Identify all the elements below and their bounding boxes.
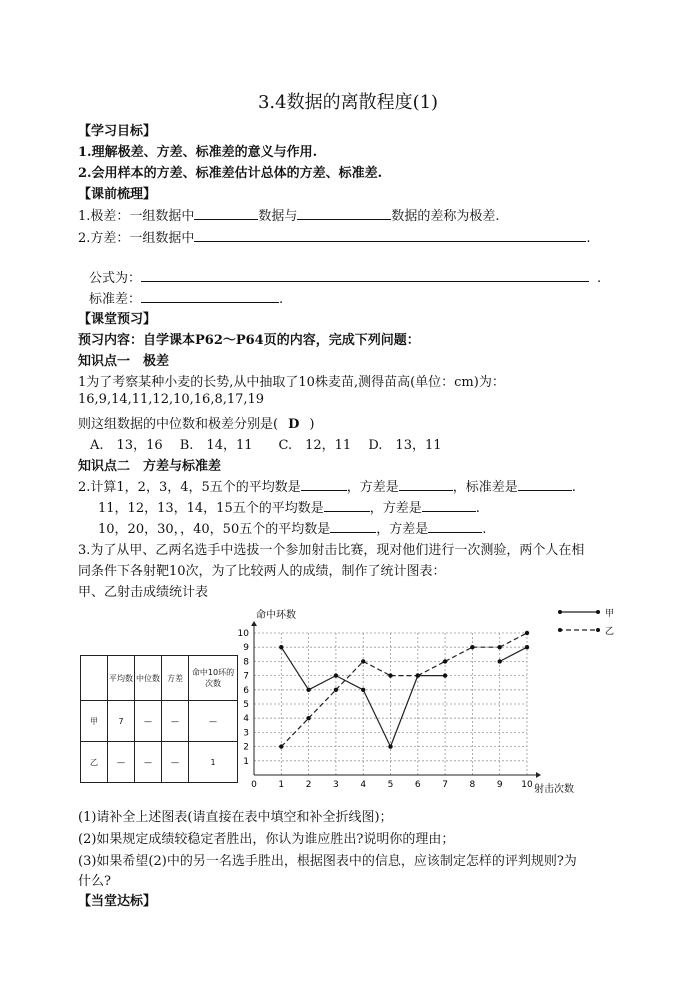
- range-text-c: 数据的差称为极差.: [391, 209, 500, 224]
- series-jia-point: [361, 688, 365, 692]
- legend-marker-jia: [596, 610, 600, 614]
- range-blank-1[interactable]: [194, 207, 258, 220]
- chart-legend: [558, 608, 614, 637]
- q2-l3-b: ，方差是: [376, 522, 429, 537]
- table-header-median: 中位数: [135, 656, 162, 701]
- series-jia-segment: [309, 676, 336, 690]
- q2-blank-mean-3[interactable]: [330, 520, 376, 533]
- section-preview: 【课堂预习】: [78, 312, 157, 327]
- table-header-tens: 命中10环的次数: [189, 656, 238, 701]
- question-2-line-1: [78, 476, 576, 495]
- figure-caption: 甲、乙射击成绩统计表: [78, 585, 209, 600]
- variance-blank[interactable]: [194, 229, 586, 242]
- y-tick-label: 8: [243, 657, 249, 668]
- cell-jia-mean[interactable]: 7: [108, 701, 135, 742]
- range-text-a: 1.极差：一组数据中: [78, 209, 195, 224]
- x-tick-label: 7: [442, 780, 448, 790]
- x-tick-label: 2: [305, 780, 312, 790]
- table-header-variance: 方差: [162, 656, 189, 701]
- std-blank[interactable]: [141, 290, 279, 303]
- x-tick-label: 4: [360, 780, 367, 790]
- series-yi-segment: [281, 718, 308, 746]
- q1-close: ): [309, 417, 315, 432]
- cell-yi-mean[interactable]: —: [108, 742, 135, 783]
- cell-yi-median[interactable]: —: [135, 742, 162, 783]
- y-tick-label: 7: [243, 671, 249, 682]
- series-jia-point: [334, 673, 338, 677]
- goal-2: 2.会用样本的方差、标准差估计总体的方差、标准差.: [78, 166, 383, 181]
- q1-answer: D: [288, 417, 300, 432]
- question-3-a: 3.为了从甲、乙两名选手中选拔一个参加射击比赛，现对他们进行一次测验，两个人在相: [78, 543, 585, 558]
- series-yi-point: [443, 659, 447, 663]
- cell-yi-tens[interactable]: 1: [189, 742, 238, 783]
- series-jia-segment: [281, 647, 308, 690]
- review-std: [89, 288, 283, 307]
- x-tick-label: 3: [333, 780, 339, 790]
- q2-l1-b: ，方差是: [346, 480, 399, 495]
- preview-content: 预习内容：自学课本P62～P64页的内容，完成下列问题：: [78, 333, 420, 348]
- review-formula: [89, 267, 601, 286]
- q2-blank-var-2[interactable]: [422, 499, 476, 512]
- legend-marker-jia: [558, 610, 562, 614]
- formula-label: 公式为：: [89, 271, 142, 286]
- formula-period: .: [597, 271, 602, 286]
- series-yi-point: [498, 645, 502, 649]
- section-goals: 【学习目标】: [78, 124, 157, 139]
- q2-l1-c: ，标准差是: [452, 480, 518, 495]
- cell-jia-variance[interactable]: —: [162, 701, 189, 742]
- formula-blank[interactable]: [141, 269, 589, 282]
- review-variance: [78, 227, 591, 246]
- std-period: .: [279, 292, 284, 307]
- x-tick-label: 0: [251, 780, 257, 790]
- series-yi-point: [525, 631, 529, 635]
- series-yi-segment: [445, 647, 472, 661]
- legend-marker-yi: [558, 628, 562, 632]
- sub-question-2: (2)如果规定成绩较稳定者胜出，你认为谁应胜出?说明你的理由；: [78, 832, 455, 847]
- series-jia-point: [498, 659, 502, 663]
- series-jia-point: [525, 645, 529, 649]
- table-row: [81, 742, 238, 783]
- y-tick-label: 2: [243, 742, 249, 753]
- legend-label-jia: 甲: [605, 609, 615, 619]
- question-3-b: 同条件下各射靶10次，为了比较两人的成绩，制作了统计图表：: [78, 564, 446, 579]
- x-tick-label: 5: [387, 780, 394, 790]
- y-axis-arrow: [251, 621, 257, 626]
- series-yi-point: [416, 673, 420, 677]
- q2-blank-mean-2[interactable]: [324, 499, 370, 512]
- shooting-line-chart: [236, 604, 636, 800]
- q2-blank-mean-1[interactable]: [301, 478, 347, 491]
- series-yi-segment: [363, 661, 390, 675]
- sub-question-3-a: (3)如果希望(2)中的另一名选手胜出，根据图表中的信息，应该制定怎样的评判规则?为: [78, 854, 577, 869]
- q2-l1-a: 2.计算1，2，3，4，5五个的平均数是: [78, 480, 301, 495]
- table-row: [81, 701, 238, 742]
- series-jia-point: [279, 645, 283, 649]
- q2-l2-a: 11，12，13，14，15五个的平均数是: [98, 501, 324, 516]
- table-header-corner: [81, 656, 108, 701]
- x-tick-label: 1: [278, 780, 285, 790]
- q1-ask-text: 则这组数据的中位数和极差分别是(: [78, 417, 279, 432]
- question-2-line-2: [98, 497, 480, 516]
- series-jia-segment: [500, 647, 527, 661]
- cell-jia-median[interactable]: —: [135, 701, 162, 742]
- q2-l3-a: 10，20，30，，40，50五个的平均数是: [98, 522, 331, 537]
- series-jia-point: [443, 673, 447, 677]
- question-2-line-3: [98, 518, 486, 537]
- series-yi-segment: [418, 661, 445, 675]
- series-yi-point: [306, 716, 310, 720]
- series-yi-point: [279, 744, 283, 748]
- cell-yi-variance[interactable]: —: [162, 742, 189, 783]
- y-tick-label: 10: [237, 629, 249, 639]
- sub-question-1: (1)请补全上述图表(请直接在表中填空和补全折线图)；: [78, 810, 393, 825]
- series-jia-segment: [336, 676, 363, 690]
- x-axis-label: 射击次数: [534, 784, 574, 795]
- knowledge-point-2: 知识点二 方差与标准差: [78, 459, 222, 474]
- variance-text: 2.方差：一组数据中: [78, 231, 195, 246]
- question-1: 1为了考察某种小麦的长势,从中抽取了10株麦苗,测得苗高(单位：cm)为：: [78, 375, 505, 390]
- goal-1: 1.理解极差、方差、标准差的意义与作用.: [78, 145, 318, 160]
- knowledge-point-1: 知识点一 极差: [78, 354, 170, 369]
- series-yi-segment: [500, 633, 527, 647]
- y-tick-label: 6: [243, 685, 249, 696]
- chart-axes: [251, 621, 541, 778]
- legend-label-yi: 乙: [605, 627, 615, 637]
- q2-blank-var-3[interactable]: [428, 520, 482, 533]
- x-axis-arrow: [536, 772, 541, 778]
- q2-l3-c: .: [482, 522, 487, 537]
- series-jia-point: [306, 688, 310, 692]
- q2-l1-d: .: [571, 480, 576, 495]
- series-yi-point: [388, 673, 392, 677]
- section-review: 【课前梳理】: [78, 187, 157, 202]
- row-name-yi: 乙: [81, 742, 108, 783]
- variance-period: .: [586, 231, 591, 246]
- table-header-mean: 平均数: [108, 656, 135, 701]
- series-yi-point: [361, 659, 365, 663]
- cell-jia-tens[interactable]: —: [189, 701, 238, 742]
- legend-marker-yi: [596, 628, 600, 632]
- q2-l2-c: .: [475, 501, 480, 516]
- section-target: 【当堂达标】: [78, 894, 157, 909]
- y-tick-label: 9: [243, 643, 249, 654]
- chart-grid: [254, 633, 527, 775]
- series-yi-point: [334, 688, 338, 692]
- sub-question-3-b: 什么?: [78, 874, 111, 889]
- question-1-options: A. 13，16 B. 14，11 C. 12，11 D. 13，11: [90, 438, 442, 453]
- page-title: 3.4数据的离散程度(1): [257, 92, 439, 113]
- chart-ticks: [238, 629, 533, 790]
- std-label: 标准差：: [89, 292, 142, 307]
- question-1-ask: [78, 413, 314, 432]
- q2-blank-std-1[interactable]: [518, 478, 572, 491]
- review-range: [78, 205, 500, 224]
- range-text-b: 数据与: [258, 209, 298, 224]
- x-tick-label: 10: [521, 780, 533, 790]
- q2-blank-var-1[interactable]: [399, 478, 453, 491]
- series-jia-segment: [391, 676, 418, 747]
- range-blank-2[interactable]: [297, 207, 391, 220]
- series-jia-point: [388, 744, 392, 748]
- x-tick-label: 8: [469, 780, 476, 790]
- question-1-data: 16,9,14,11,12,10,16,8,17,19: [78, 392, 265, 407]
- y-tick-label: 1: [243, 756, 249, 767]
- stats-table: [80, 655, 238, 783]
- y-axis-label: 命中环数: [256, 610, 296, 621]
- x-tick-label: 6: [414, 780, 421, 790]
- q2-l2-b: ，方差是: [369, 501, 422, 516]
- series-yi-point: [470, 645, 474, 649]
- y-tick-label: 3: [243, 728, 249, 739]
- y-tick-label: 5: [243, 700, 249, 710]
- y-tick-label: 4: [243, 714, 249, 725]
- x-tick-label: 9: [496, 780, 503, 790]
- row-name-jia: 甲: [81, 701, 108, 742]
